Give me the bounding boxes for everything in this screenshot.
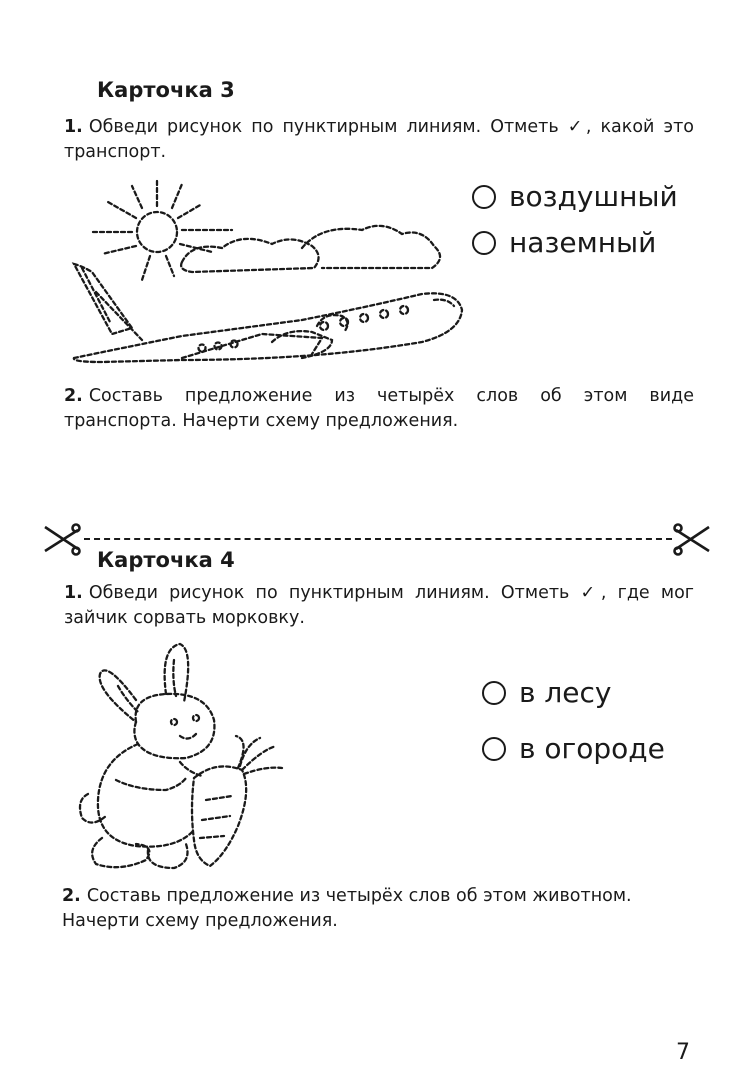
task-text: Составь предложение из четырёх слов об этом животном. Начерти схему предложения. [62,886,632,931]
bunny-tracing-picture [76,640,286,872]
task-number: 2. [62,886,81,906]
card-3-task-2 [64,384,694,434]
card-4-task-1 [64,581,694,631]
radio-circle[interactable] [472,185,496,209]
task-text: Обведи рисунок по пунктирным линиям. Отметь ✓, где мог зайчик сорвать морковку. [64,583,694,628]
card-4-task-2 [62,884,692,934]
option-v-lesu[interactable] [482,676,612,709]
option-label: воздушный [509,180,678,213]
option-nazemny[interactable] [472,226,656,259]
task-number: 1. [64,583,83,603]
task-text: Обведи рисунок по пунктирным линиям. Отметь ✓, какой это транспорт. [64,117,694,162]
option-label: наземный [509,226,657,259]
page-number: 7 [676,1040,690,1065]
task-text: Составь предложение из четырёх слов об этом виде транспорта. Начерти схему предложения. [64,386,694,431]
option-vozdushny[interactable] [472,180,678,213]
radio-circle[interactable] [482,737,506,761]
option-label: в огороде [519,732,665,765]
carrot-drawing [192,736,282,866]
task-number: 1. [64,117,83,137]
sun-drawing [90,178,232,280]
airplane-tracing-picture [62,172,467,372]
task-number: 2. [64,386,83,406]
scissors-icon [672,522,712,560]
cut-line [84,538,672,540]
option-label: в лесу [519,676,612,709]
card-4-title: Карточка 4 [97,548,235,572]
airplane-drawing [74,264,462,362]
card-3-title: Карточка 3 [97,78,235,102]
radio-circle[interactable] [482,681,506,705]
clouds-drawing [181,226,440,272]
scissors-icon [42,522,82,560]
radio-circle[interactable] [472,231,496,255]
card-3-task-1 [64,115,694,165]
option-v-ogorode[interactable] [482,732,665,765]
